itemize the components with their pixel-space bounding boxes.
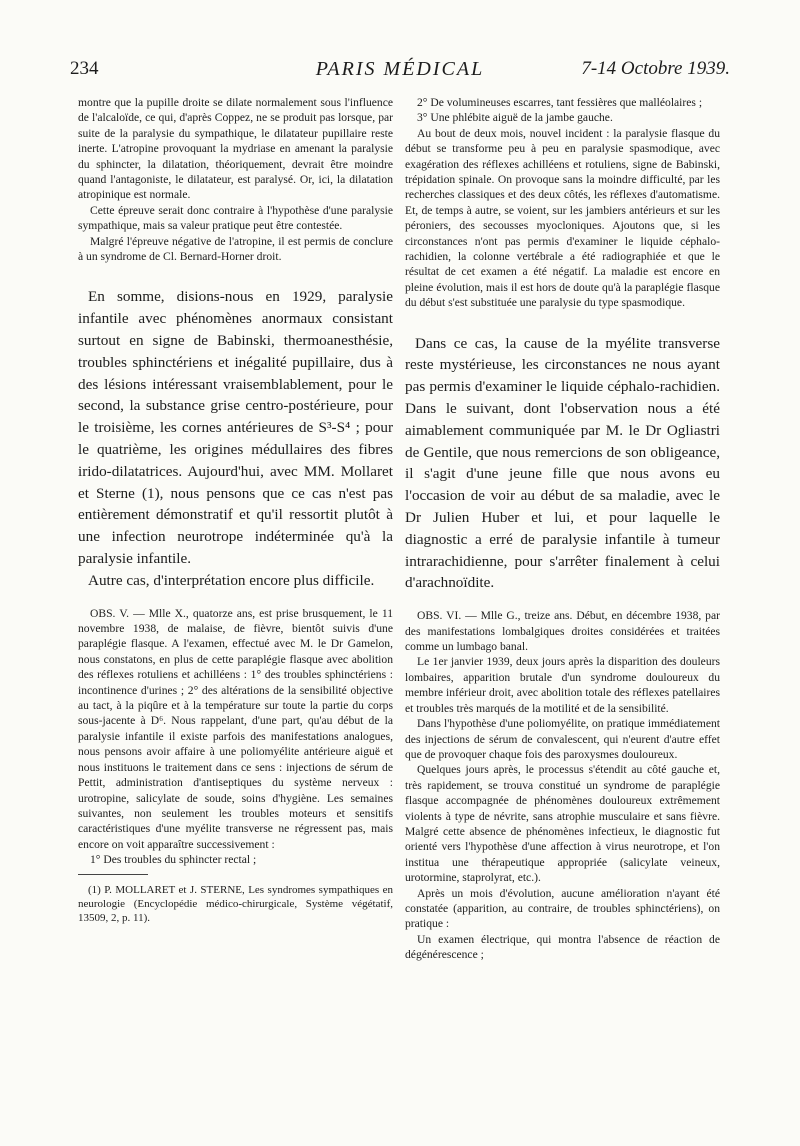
paragraph-large: En somme, disions-nous en 1929, paralysie infantile avec phénomènes anormaux consistant surtout en signe de Babinski, thermoanesthésie, troubles sphinctériens et inégalité pupillaire, dus à des lésions intéressant vraisemblablement, pour le second, la substance grise centro-postérieure, pour le troisième, les cornes antérieures de S³-S⁴ ; pour le quatrième, les origines médullaires des fibres irido-dilatatrices. Aujourd'hui, avec MM. Mollaret et Sterne (1), nous pensons que ce cas n'est pas entièrement démonstratif et qu'il ressortit plutôt à une infection neurotrope indéterminée qu'à la paralysie infantile. [78,288,393,568]
journal-title: PARIS MÉDICAL [315,58,485,80]
paragraph-large: Autre cas, d'interprétation encore plus difficile. [88,571,375,589]
footnote: (1) P. MOLLARET et J. STERNE, Les syndromes sympathiques en neurologie (Encyclopédie médico-chirurgicale, Système végétatif, 13509, 2, p. 11). [78,883,393,925]
footnote-divider [78,874,148,875]
observation-5: OBS. V. — Mlle X., quatorze ans, est prise brusquement, le 11 novembre 1938, de malaise, de fièvre, bientôt suivis d'une paraplégie flasque. A l'examen, effectué avec M. le Dr Gamelon, nous constatons, en plus de cette paraplégie flasque avec abolition des réflexes rotuliens et achilléens : 1° des troubles sphinctériens : incontinence d'urines ; 2° des altérations de la sensibilité objective au tact, à la piqûre et à la température sur toute la partie du corps sous-jacente à D⁶. Nous rappelant, d'une part, qu'au début de la paralysie infantile il existe parfois des manifestations analogues, nous pensons avoir affaire à une poliomyélite antérieure aiguë et nous instituons le traitement dans ce sens : injections de sérum de Pettit, administration d'antiseptiques du système nerveux : urotropine, salicylate de soude, soins d'hygiène. Les semaines suivantes, non seulement les troubles moteurs et sensitifs caractéristiques d'une myélite transverse ne régressent pas, mais encore on voit apparaître successivement : [78,606,393,851]
paragraph: Après un mois d'évolution, aucune amélioration n'ayant été constatée (apparition, au contraire, de troubles sphinctériens), on pratique : [405,886,720,931]
left-column [78,95,393,926]
paragraph: Cette épreuve serait donc contraire à l'hypothèse d'une paralysie sympathique, mais sa valeur pratique peut être contestée. [78,203,393,233]
issue-date: 7-14 Octobre 1939. [581,58,730,79]
page-number: 234 [70,58,99,79]
paragraph: Un examen électrique, qui montra l'absence de réaction de dégénérescence ; [405,932,720,962]
paragraph: Dans l'hypothèse d'une poliomyélite, on pratique immédiatement des injections de sérum de convalescent, qui n'eurent d'autre effet que de provoquer chaque fois des paroxysmes douloureux. [405,717,720,761]
paragraph: Le 1er janvier 1939, deux jours après la disparition des douleurs lombaires, apparition brutale d'un syndrome douloureux du membre inférieur droit, avec abolition totale des réflexes patellaires et troubles très marqués de la motilité et de la sensibilité. [405,655,720,715]
running-header [70,58,730,88]
paragraph: Malgré l'épreuve négative de l'atropine, il est permis de conclure à un syndrome de Cl. Bernard-Horner droit. [78,234,393,264]
observation-6: OBS. VI. — Mlle G., treize ans. Début, en décembre 1938, par des manifestations lombalgiques droites considérées et traitées comme un lumbago banal. [405,609,720,654]
paragraph-large: Dans ce cas, la cause de la myélite transverse reste mystérieuse, les circonstances ne nous ayant pas permis d'examiner le liquide céphalo-rachidien. Dans le suivant, dont l'observation nous a été aimablement communiquée par M. le Dr Ogliastri de Gentile, que nous remercions de son obligeance, il s'agit d'une jeune fille que nous avons eu l'occasion de voir au début de sa maladie, avec le Dr Julien Huber et lui, et pour laquelle le diagnostic a erré de paralysie infantile à tumeur intrarachidienne, pour s'arrêter finalement à celui d'arachnoïdite. [405,334,720,592]
paragraph: Au bout de deux mois, nouvel incident : la paralysie flasque du début se transforme peu à peu en paralysie spasmodique, avec exagération des réflexes achilléens et rotuliens, signe de Babinski, trépidation spinale. On provoque sans la moindre difficulté, par les recherches classiques et des deux côtés, les réflexes d'automatisme. Et, de temps à autre, se voient, sur les jambiers antérieurs et sur les péroniers, des secousses myocloniques. Ajoutons que, si les circonstances n'ont pas permis d'examiner le liquide céphalo-rachidien, la colonne vertébrale a été radiographiée et que le résultat de cet examen a été négatif. La maladie est encore en pleine évolution, mais il est hors de doute qu'à la paraplégie flasque du début s'est substituée une paralysie du type spasmodique. [405,126,720,310]
paragraph: 3° Une phlébite aiguë de la jambe gauche. [417,111,613,125]
paragraph: montre que la pupille droite se dilate normalement sous l'influence de l'alcaloïde, ce qui, d'après Coppez, ne se produit pas lorsque, par suite de la paralysie du sympathique, le dilatateur pupillaire reste inerte. L'atropine provoquant la mydriase en amenant la paralysie du sphincter, la dilatation, théoriquement, devrait être moindre quand l'antagoniste, le dilatateur, est paralysé. Or, ici, la dilatation atropinique est normale. [78,96,393,202]
paragraph: 1° Des troubles du sphincter rectal ; [90,853,257,867]
paragraph: 2° De volumineuses escarres, tant fessières que malléolaires ; [417,96,703,109]
right-column [405,95,720,963]
paragraph: Quelques jours après, le processus s'étendit au côté gauche et, très rapidement, se trouva constitué un syndrome de paraplégie flasque accompagnée de phénomènes douloureux extrêmement violents à type de névrite, sans atrophie musculaire et sans fièvre. Malgré cette absence de phénomènes infectieux, le diagnostic fut orienté vers l'hypothèse d'une affection à virus neurotrope, et l'on institua une thérapeutique appropriée (salicylate veineux, urotormine, staprolyrat, etc.). [405,763,720,885]
